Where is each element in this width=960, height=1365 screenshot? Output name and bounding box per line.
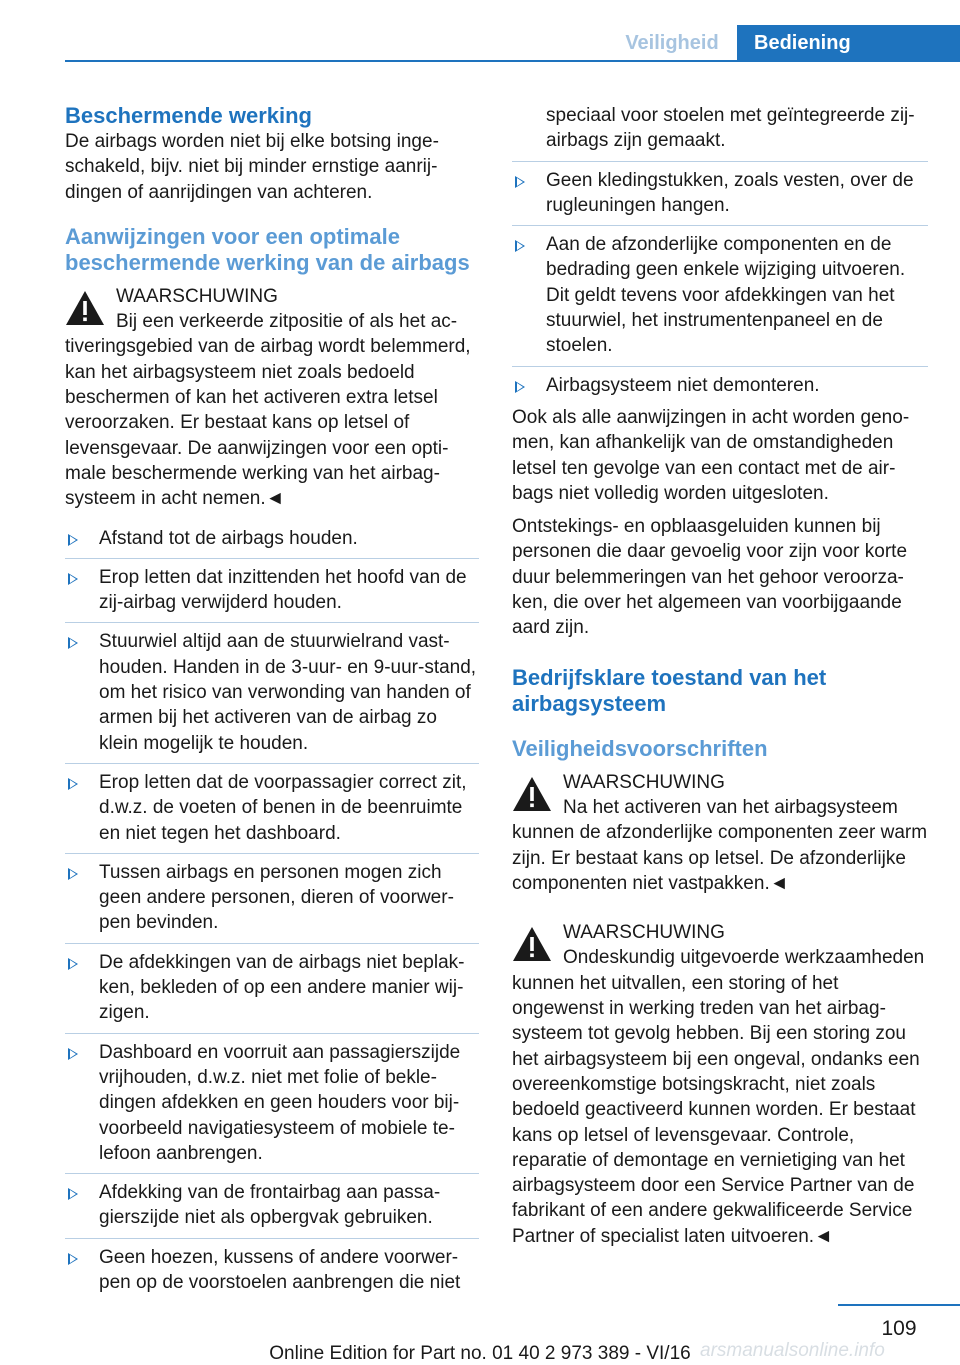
list-item: Afdekking van de frontairbag aan passagierszijde niet als opbergvak gebruiken. [65, 1174, 479, 1239]
arrow-bullet-icon [68, 1188, 78, 1200]
footer-rule [838, 1304, 960, 1306]
arrow-bullet-icon [68, 573, 78, 585]
list-item-continuation: speciaal voor stoelen met geïntegreerde zij-airbags zijn gemaakt. [512, 103, 928, 162]
list-item: Geen kledingstukken, zoals vesten, over de rugleuningen hangen. [512, 162, 928, 227]
list-item: De afdekkingen van de airbags niet beplakken, bekleden of op een andere manier wijzigen. [65, 944, 479, 1034]
arrow-bullet-icon [515, 381, 525, 393]
watermark: arsmanualsonline.info [700, 1340, 885, 1361]
warning-block [512, 770, 928, 896]
warning-icon [512, 776, 552, 812]
section-heading-aanwijzingen: Aanwijzingen voor een optimale beschermende werking van de airbags [65, 223, 470, 275]
section-heading-beschermende-werking: Beschermende werking [65, 103, 312, 128]
list-item: Erop letten dat inzittenden het hoofd van de zij-airbag verwijderd houden. [65, 559, 479, 624]
tab-veiligheid[interactable]: Veiligheid [625, 32, 719, 54]
warning-text: Ondeskundig uitgevoerde werkzaamheden kunnen het uitvallen, een storing of het ongewenst in werking treden van het airbagsysteem tot gevolg hebben. Bij een storing zou het airbagsysteem bij een ongeval, ondanks een overeenkomstige botsingskracht, niet zoals bedoeld geactiveerd kunnen worden. Er bestaat kans op letsel of levensgevaar. Controle, reparatie of demontage en vernietiging van het airbagsysteem door een Service Partner van de fabrikant of een andere gekwalificeerde Service Partner of specialist laten uitvoeren.◄ [512, 947, 925, 1247]
body-paragraph: Ook als alle aanwijzingen in acht worden genomen, kan afhankelijk van de omstandigheden letsel ten gevolge van een contact met de airbags niet volledig worden uitgesloten. [512, 406, 910, 504]
warning-text: Na het activeren van het airbagsysteem kunnen de afzonderlijke componenten zeer warm zijn. Er bestaat kans op letsel. De afzonderlijke componenten niet vastpakken.◄ [512, 796, 928, 894]
warning-icon [65, 290, 105, 326]
right-column [512, 103, 928, 1249]
instruction-list [512, 162, 928, 405]
footer-edition: Online Edition for Part no. 01 40 2 973 389 - VI/16 [269, 1343, 691, 1364]
list-item: Stuurwiel altijd aan de stuurwielrand vasthouden. Handen in de 3-uur- en 9-uur-stand, om het risico van verwonding van handen of armen bij het activeren van de airbag zo klein mogelijk te houden. [65, 623, 479, 763]
warning-text: Bij een verkeerde zitpositie of als het activeringsgebied van de airbag wordt belemmerd, kan het airbagsysteem niet zoals bedoeld beschermen of kan het activeren extra letsel veroorzaken. Er bestaat kans op letsel of levensgevaar. De aanwijzingen voor een optimale beschermende werking van het airbagsysteem in acht nemen.◄ [65, 311, 471, 510]
arrow-bullet-icon [68, 958, 78, 970]
arrow-bullet-icon [515, 176, 525, 188]
list-item: Tussen airbags en personen mogen zich geen andere personen, dieren of voorwerpen bevinden. [65, 854, 479, 944]
warning-label: WAARSCHUWING [116, 285, 278, 307]
section-heading-bedrijfsklare-toestand: Bedrijfsklare toestand van het airbagsysteem [512, 664, 827, 716]
list-item: Afstand tot de airbags houden. [65, 520, 479, 559]
instruction-list [65, 520, 479, 1303]
list-item: Airbagsysteem niet demonteren. [512, 367, 928, 405]
left-column [65, 103, 479, 1302]
arrow-bullet-icon [68, 534, 78, 546]
arrow-bullet-icon [68, 1253, 78, 1265]
body-paragraph: Ontstekings- en opblaasgeluiden kunnen bij personen die daar gevoelig voor zijn voor korte duur belemmeringen van het gehoor veroorzaken, die over het algemeen van voorbijgaande aard zijn. [512, 516, 908, 639]
arrow-bullet-icon [68, 637, 78, 649]
warning-block [65, 284, 479, 512]
body-paragraph: De airbags worden niet bij elke botsing ingeschakeld, bijv. niet bij minder ernstige aanrijdingen of aanrijdingen van achteren. [65, 131, 439, 203]
warning-label: WAARSCHUWING [563, 922, 725, 944]
arrow-bullet-icon [68, 868, 78, 880]
warning-block [512, 920, 928, 1249]
arrow-bullet-icon [515, 240, 525, 252]
arrow-bullet-icon [68, 778, 78, 790]
tab-bediening[interactable]: Bediening [737, 25, 960, 62]
list-item: Aan de afzonderlijke componenten en de bedrading geen enkele wijziging uitvoeren. Dit geldt tevens voor afdekkingen van het stuurwiel, het instrumentenpaneel en de stoelen. [512, 226, 928, 366]
section-heading-veiligheidsvoorschriften: Veiligheidsvoorschriften [512, 735, 768, 761]
list-item: Geen hoezen, kussens of andere voorwerpen op de voorstoelen aanbrengen die niet [65, 1239, 479, 1303]
warning-icon [512, 926, 552, 962]
page-number: 109 [881, 1317, 917, 1340]
arrow-bullet-icon [68, 1048, 78, 1060]
warning-label: WAARSCHUWING [563, 771, 725, 793]
list-item: Erop letten dat de voorpassagier correct zit, d.w.z. de voeten of benen in de beenruimte en niet tegen het dashboard. [65, 764, 479, 854]
list-item: Dashboard en voorruit aan passagierszijde vrijhouden, d.w.z. niet met folie of bekledingen afdekken en geen houders voor bijvoorbeeld navigatiesysteem of mobiele telefoon aanbrengen. [65, 1034, 479, 1174]
